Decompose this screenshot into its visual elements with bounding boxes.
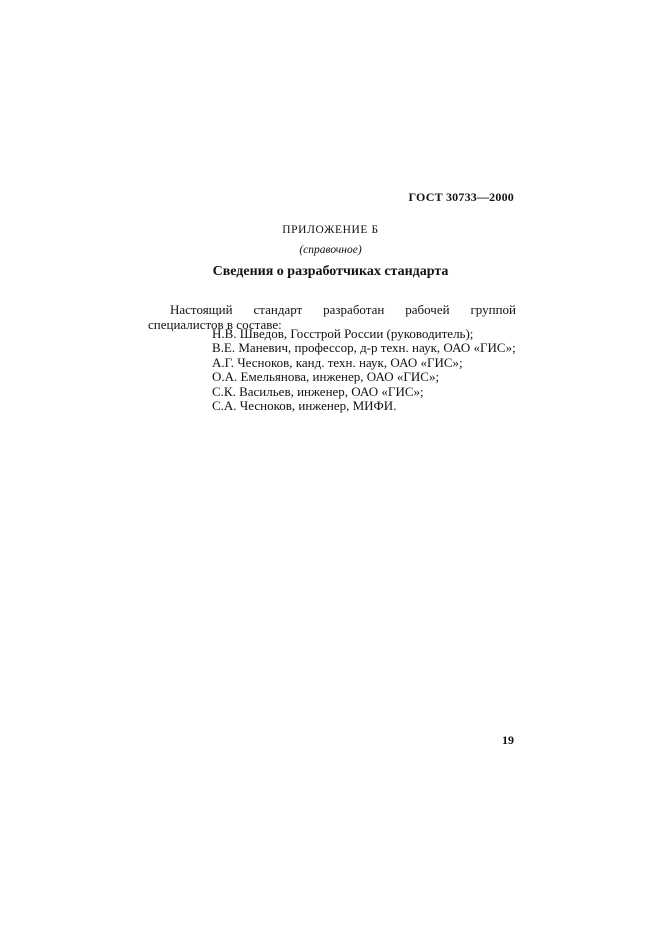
list-item: А.Г. Чесноков, канд. техн. наук, ОАО «ГИС»; — [212, 354, 463, 370]
page-number: 19 — [502, 733, 514, 747]
list-item: Н.В. Шведов, Госстрой России (руководитель); — [212, 326, 474, 341]
intro-paragraph: Настоящий стандарт разработан рабочей группой специалистов в составе: — [148, 302, 516, 332]
list-item: С.А. Чесноков, инженер, МИФИ. — [212, 398, 397, 414]
list-item: С.К. Васильев, инженер, ОАО «ГИС»; — [212, 383, 424, 399]
appendix-type: (справочное) — [299, 244, 362, 256]
section-heading: Сведения о разработчиках стандарта — [212, 264, 449, 279]
appendix-title: ПРИЛОЖЕНИЕ Б — [282, 224, 379, 236]
developers-list — [212, 327, 516, 413]
standard-code: ГОСТ 30733—2000 — [408, 190, 514, 204]
list-item: О.А. Емельянова, инженер, ОАО «ГИС»; — [212, 369, 440, 385]
list-item: В.Е. Маневич, профессор, д-р техн. наук, ОАО «ГИС»; — [212, 340, 516, 356]
